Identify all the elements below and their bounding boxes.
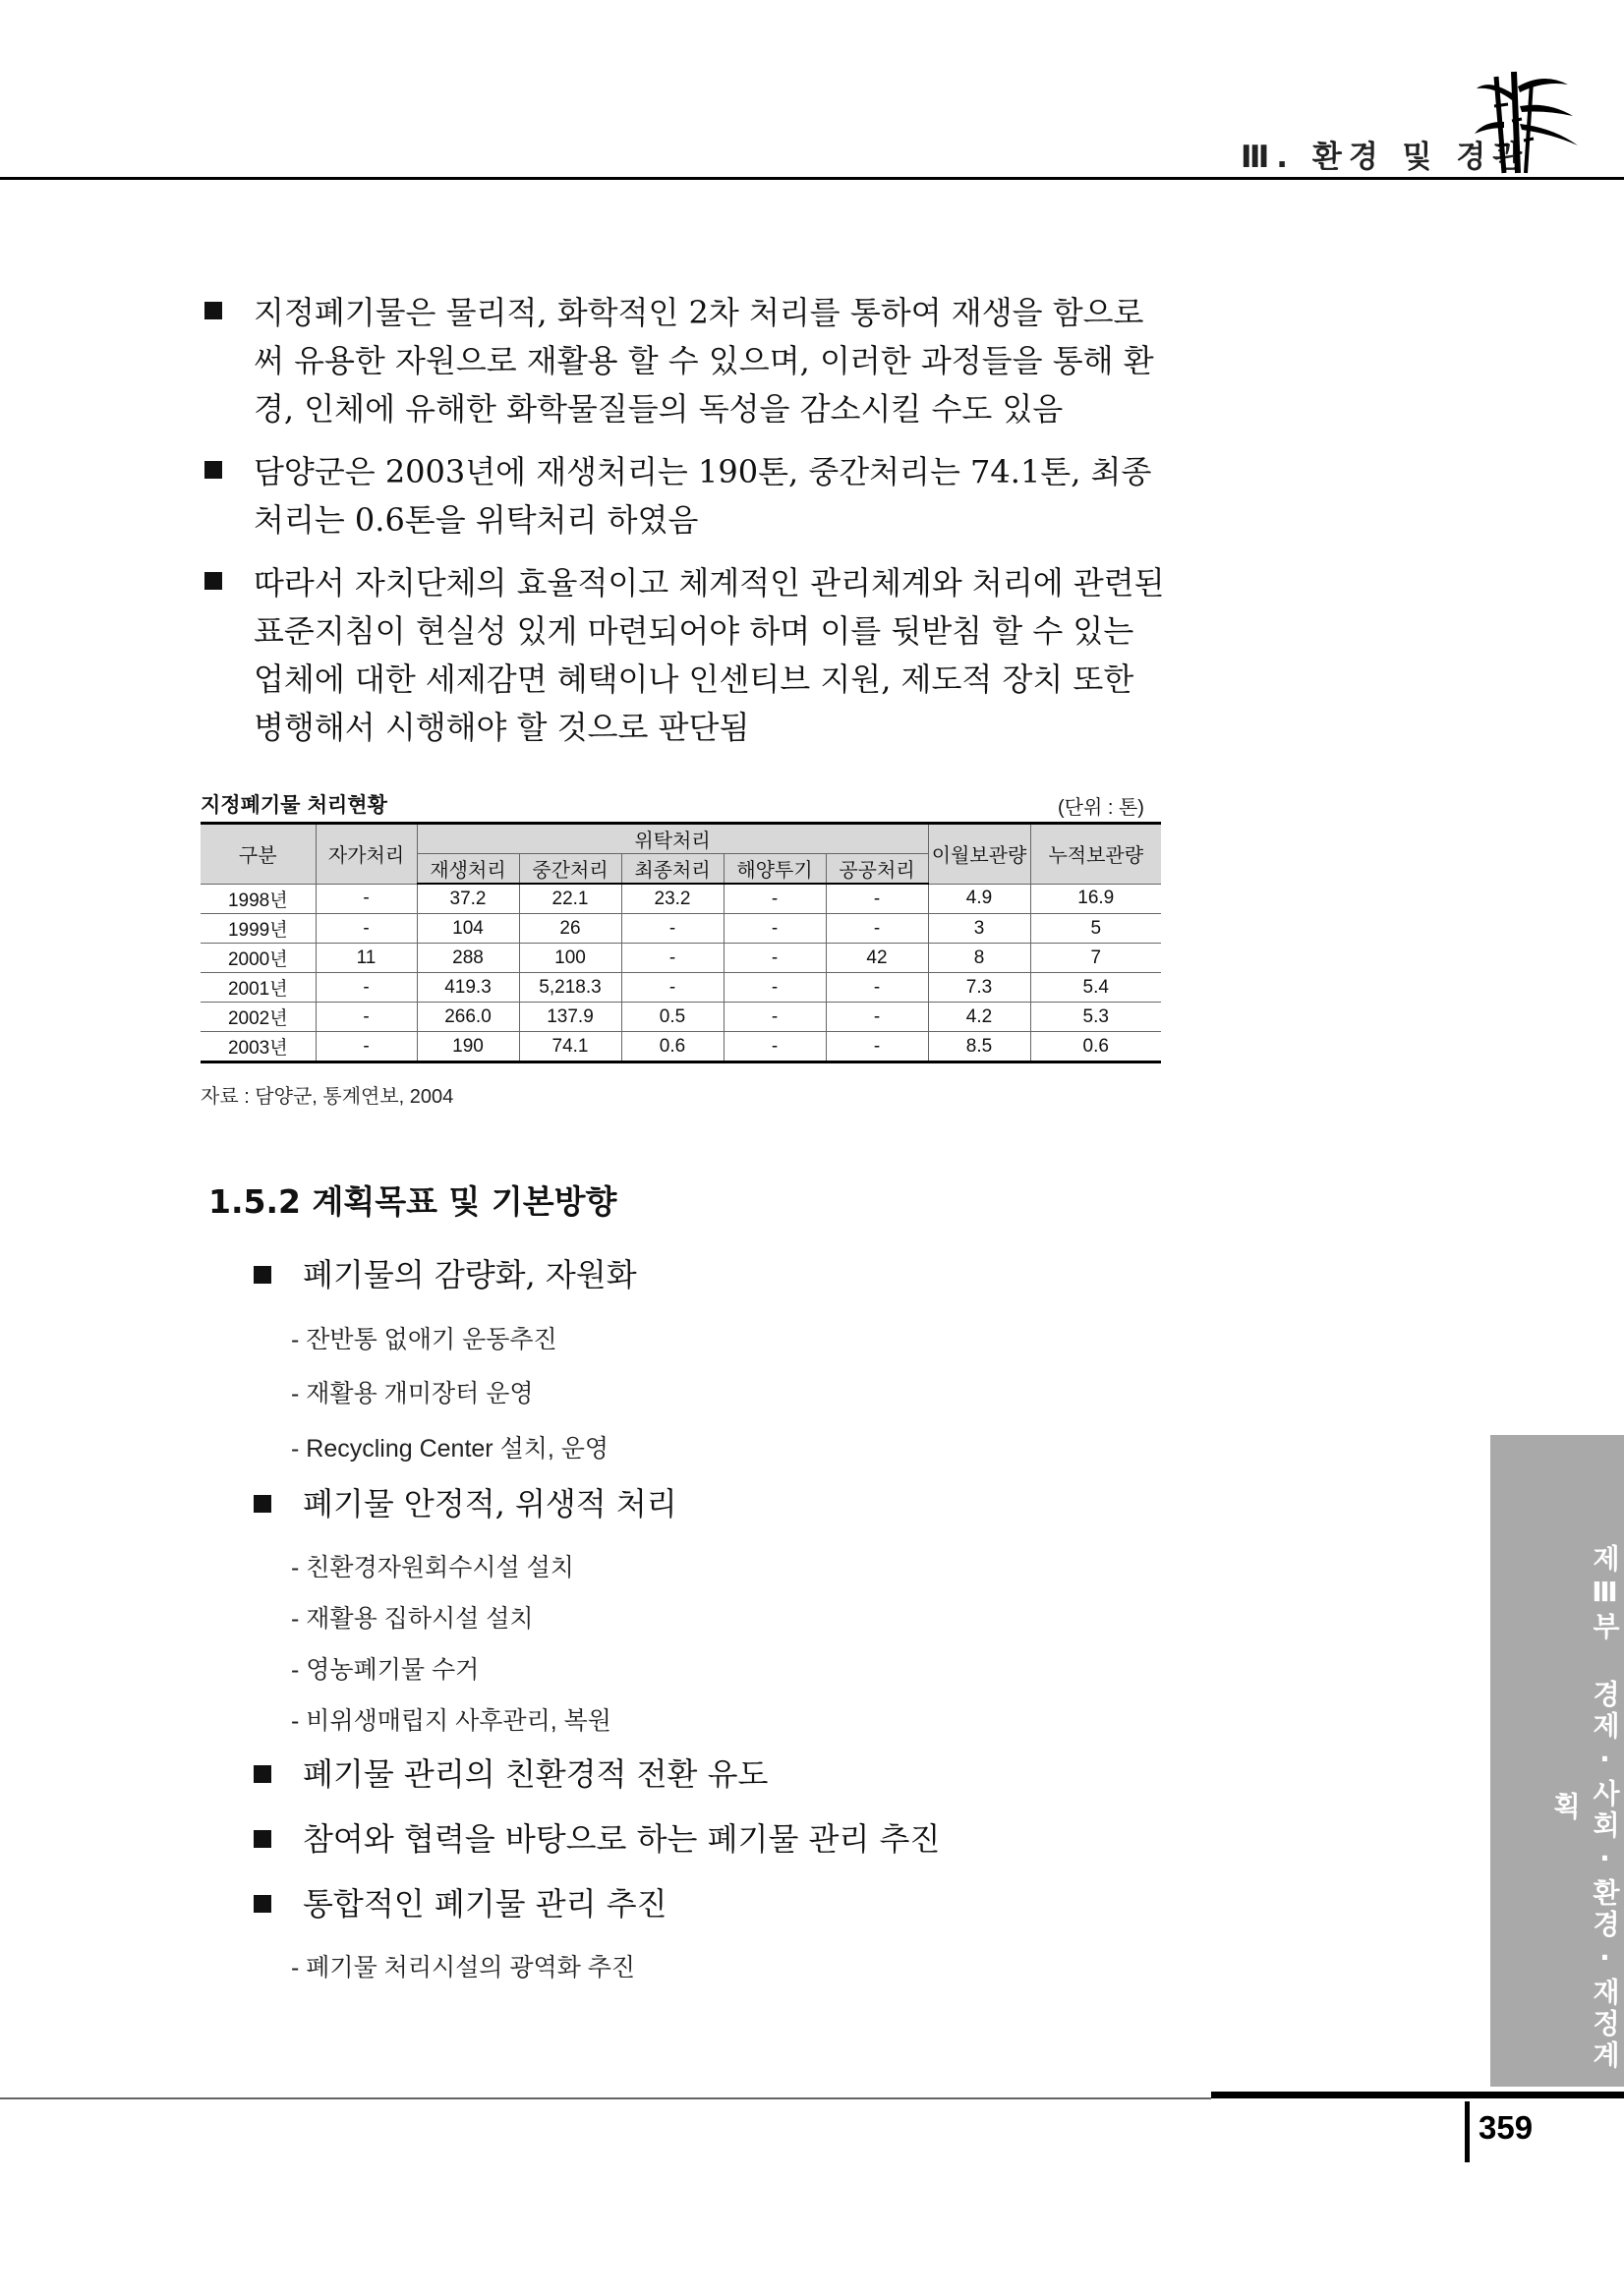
goal-text: 폐기물 관리의 친환경적 전환 유도 bbox=[303, 1755, 769, 1793]
sub-item: - 비위생매립지 사후관리, 복원 bbox=[291, 1707, 611, 1735]
cell-year: 2000년 bbox=[201, 944, 316, 973]
header-cumulative: 누적보관량 bbox=[1030, 824, 1161, 885]
sub-item: - 폐기물 처리시설의 광역화 추진 bbox=[291, 1954, 636, 1981]
square-bullet-icon bbox=[254, 1895, 271, 1913]
cell-carryover: 7.3 bbox=[928, 973, 1030, 1003]
cell-middle: 100 bbox=[519, 944, 621, 973]
header-ocean: 해양투기 bbox=[724, 854, 826, 885]
table-source: 자료 : 담양군, 통계연보, 2004 bbox=[201, 1086, 454, 1108]
table-row bbox=[201, 973, 1161, 1003]
bamboo-logo-icon bbox=[1475, 67, 1583, 175]
footer-rule bbox=[0, 2097, 1211, 2099]
header-recycle: 재생처리 bbox=[417, 854, 519, 885]
side-tab-label: 제Ⅲ부 경제·사회·환경·재정계획 bbox=[1549, 1543, 1621, 2072]
header-middle: 중간처리 bbox=[519, 854, 621, 885]
cell-year: 2002년 bbox=[201, 1003, 316, 1032]
cell-final: - bbox=[621, 914, 724, 944]
goal-text: 폐기물 안정적, 위생적 처리 bbox=[303, 1485, 677, 1522]
cell-cumulative: 16.9 bbox=[1030, 884, 1161, 914]
cell-middle: 5,218.3 bbox=[519, 973, 621, 1003]
cell-cumulative: 5.4 bbox=[1030, 973, 1161, 1003]
square-bullet-icon bbox=[254, 1495, 271, 1513]
header-final: 최종처리 bbox=[621, 854, 724, 885]
table-row bbox=[201, 1003, 1161, 1032]
cell-self: 11 bbox=[316, 944, 417, 973]
cell-recycle: 266.0 bbox=[417, 1003, 519, 1032]
cell-year: 1998년 bbox=[201, 884, 316, 914]
goal-bullet-1 bbox=[303, 1255, 637, 1294]
cell-ocean: - bbox=[724, 1032, 826, 1062]
cell-public: 42 bbox=[826, 944, 928, 973]
square-bullet-icon bbox=[204, 572, 222, 590]
bullet-text: 담양군은 2003년에 재생처리는 190톤, 중간처리는 74.1톤, 최종처리는 0.6톤을 위탁처리 하였음 bbox=[254, 453, 1152, 539]
cell-public: - bbox=[826, 973, 928, 1003]
cell-public: - bbox=[826, 914, 928, 944]
square-bullet-icon bbox=[254, 1765, 271, 1783]
cell-middle: 137.9 bbox=[519, 1003, 621, 1032]
cell-year: 1999년 bbox=[201, 914, 316, 944]
cell-ocean: - bbox=[724, 884, 826, 914]
header-rule bbox=[0, 177, 1624, 180]
cell-carryover: 8 bbox=[928, 944, 1030, 973]
cell-year: 2003년 bbox=[201, 1032, 316, 1062]
sub-item: - 재활용 개미장터 운영 bbox=[291, 1380, 534, 1407]
bullet-paragraph-3 bbox=[254, 559, 1168, 752]
cell-recycle: 190 bbox=[417, 1032, 519, 1062]
cell-final: 0.6 bbox=[621, 1032, 724, 1062]
cell-ocean: - bbox=[724, 944, 826, 973]
square-bullet-icon bbox=[204, 302, 222, 319]
goal-bullet-2 bbox=[303, 1484, 677, 1523]
cell-final: - bbox=[621, 944, 724, 973]
sub-item: - 잔반통 없애기 운동추진 bbox=[291, 1326, 557, 1353]
cell-recycle: 419.3 bbox=[417, 973, 519, 1003]
cell-final: - bbox=[621, 973, 724, 1003]
header-carryover: 이월보관량 bbox=[928, 824, 1030, 885]
bullet-text: 지정폐기물은 물리적, 화학적인 2차 처리를 통하여 재생을 함으로써 유용한 자원으로 재활용 할 수 있으며, 이러한 과정들을 통해 환경, 인체에 유해한 화학물질들의 독성을 감소시킬 수도 있음 bbox=[254, 294, 1154, 428]
footer-rule-thick bbox=[1211, 2092, 1624, 2098]
cell-middle: 74.1 bbox=[519, 1032, 621, 1062]
cell-recycle: 104 bbox=[417, 914, 519, 944]
header-gubun: 구분 bbox=[201, 824, 316, 885]
cell-self: - bbox=[316, 884, 417, 914]
goal-bullet-4 bbox=[303, 1819, 940, 1859]
cell-year: 2001년 bbox=[201, 973, 316, 1003]
header-public: 공공처리 bbox=[826, 854, 928, 885]
goal-text: 참여와 협력을 바탕으로 하는 폐기물 관리 추진 bbox=[303, 1820, 941, 1858]
table-title: 지정폐기물 처리현황 bbox=[201, 793, 387, 817]
table-unit: (단위 : 톤) bbox=[1058, 797, 1144, 819]
cell-final: 0.5 bbox=[621, 1003, 724, 1032]
header-consign: 위탁처리 bbox=[417, 824, 928, 854]
side-chapter-tab bbox=[1490, 1435, 1624, 2087]
cell-public: - bbox=[826, 884, 928, 914]
square-bullet-icon bbox=[254, 1830, 271, 1848]
goal-bullet-5 bbox=[303, 1884, 667, 1923]
header-self: 자가처리 bbox=[316, 824, 417, 885]
sub-item: - Recycling Center 설치, 운영 bbox=[291, 1435, 609, 1463]
cell-recycle: 37.2 bbox=[417, 884, 519, 914]
cell-ocean: - bbox=[724, 914, 826, 944]
sub-item: - 영농폐기물 수거 bbox=[291, 1656, 480, 1684]
cell-self: - bbox=[316, 914, 417, 944]
page-number: 359 bbox=[1479, 2109, 1534, 2146]
sub-item: - 친환경자원회수시설 설치 bbox=[291, 1554, 574, 1581]
cell-final: 23.2 bbox=[621, 884, 724, 914]
cell-carryover: 4.2 bbox=[928, 1003, 1030, 1032]
waste-table bbox=[201, 822, 1161, 1063]
cell-middle: 26 bbox=[519, 914, 621, 944]
bullet-paragraph-1 bbox=[254, 289, 1168, 433]
cell-public: - bbox=[826, 1032, 928, 1062]
cell-ocean: - bbox=[724, 1003, 826, 1032]
chapter-title: Ⅲ. 환경 및 경관 bbox=[1241, 140, 1530, 175]
square-bullet-icon bbox=[254, 1266, 271, 1284]
cell-self: - bbox=[316, 1032, 417, 1062]
cell-cumulative: 5 bbox=[1030, 914, 1161, 944]
cell-self: - bbox=[316, 1003, 417, 1032]
page-number-bar bbox=[1465, 2101, 1470, 2162]
cell-cumulative: 7 bbox=[1030, 944, 1161, 973]
cell-carryover: 4.9 bbox=[928, 884, 1030, 914]
goal-text: 통합적인 폐기물 관리 추진 bbox=[303, 1885, 667, 1923]
cell-ocean: - bbox=[724, 973, 826, 1003]
goal-text: 폐기물의 감량화, 자원화 bbox=[303, 1256, 637, 1293]
bullet-text: 따라서 자치단체의 효율적이고 체계적인 관리체계와 처리에 관련된 표준지침이 현실성 있게 마련되어야 하며 이를 뒷받침 할 수 있는 업체에 대한 세제감면 혜택이나 인센티브 지원, 제도적 장치 또한 병행해서 시행해야 할 것으로 판단됨 bbox=[254, 564, 1165, 746]
cell-middle: 22.1 bbox=[519, 884, 621, 914]
section-heading: 1.5.2 계획목표 및 기본방향 bbox=[208, 1182, 617, 1221]
table-row bbox=[201, 1032, 1161, 1062]
bullet-paragraph-2 bbox=[254, 448, 1168, 545]
cell-carryover: 3 bbox=[928, 914, 1030, 944]
cell-cumulative: 5.3 bbox=[1030, 1003, 1161, 1032]
goal-bullet-3 bbox=[303, 1754, 768, 1794]
sub-item: - 재활용 집하시설 설치 bbox=[291, 1605, 534, 1633]
cell-recycle: 288 bbox=[417, 944, 519, 973]
cell-carryover: 8.5 bbox=[928, 1032, 1030, 1062]
table-row bbox=[201, 944, 1161, 973]
cell-cumulative: 0.6 bbox=[1030, 1032, 1161, 1062]
square-bullet-icon bbox=[204, 461, 222, 479]
table-row bbox=[201, 914, 1161, 944]
table-row bbox=[201, 884, 1161, 914]
cell-self: - bbox=[316, 973, 417, 1003]
cell-public: - bbox=[826, 1003, 928, 1032]
